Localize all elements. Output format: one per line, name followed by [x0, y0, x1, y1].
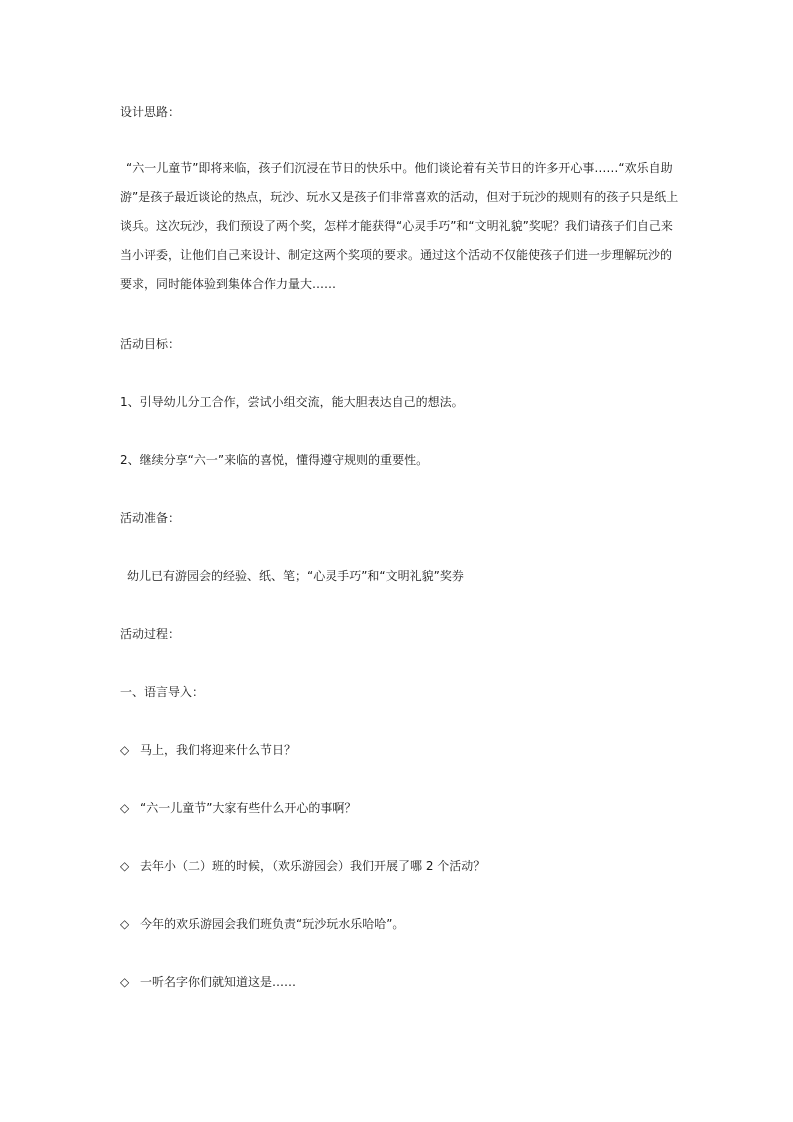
- step-1-heading: 一、语言导入：: [120, 685, 205, 699]
- goal-item-2: 2、继续分享“六一”来临的喜悦，懂得遵守规则的重要性。: [120, 453, 429, 467]
- diamond-bullet-icon: ◇: [120, 801, 130, 815]
- question-text: “六一儿童节”大家有些什么开心的事啊？: [140, 801, 357, 815]
- question-item: [120, 742, 296, 758]
- question-item: [120, 916, 404, 932]
- design-heading: 设计思路：: [120, 105, 181, 119]
- diamond-bullet-icon: ◇: [120, 975, 130, 989]
- question-item: [120, 974, 296, 990]
- question-text: 一听名字你们就知道这是……: [140, 975, 297, 989]
- prep-text: 幼儿已有游园会的经验、纸、笔；“心灵手巧”和“文明礼貌”奖券: [127, 569, 464, 583]
- process-heading: 活动过程：: [120, 627, 181, 641]
- goals-heading: 活动目标：: [120, 337, 181, 351]
- diamond-bullet-icon: ◇: [120, 859, 130, 873]
- question-item: [120, 800, 356, 816]
- question-text: 今年的欢乐游园会我们班负责“玩沙玩水乐哈哈”。: [140, 917, 405, 931]
- design-paragraph: “六一儿童节”即将来临，孩子们沉浸在节日的快乐中。他们谈论着有关节日的许多开心事……“欢乐自助游”是孩子最近谈论的热点，玩沙、玩水又是孩子们非常喜欢的活动，但对于玩沙的规则有的孩子只是纸上谈兵。这次玩沙，我们预设了两个奖，怎样才能获得“心灵手巧”和“文明礼貌”奖呢？我们请孩子们自己来当小评委，让他们自己来设计、制定这两个奖项的要求。通过这个活动不仅能使孩子们进一步理解玩沙的要求，同时能体验到集体合作力量大……: [120, 161, 679, 291]
- diamond-bullet-icon: ◇: [120, 917, 130, 931]
- prep-heading: 活动准备：: [120, 511, 181, 525]
- question-text: 去年小（二）班的时候，（欢乐游园会）我们开展了哪 2 个活动？: [140, 859, 486, 873]
- question-text: 马上，我们将迎来什么节日？: [140, 743, 297, 757]
- goal-item-1: 1、引导幼儿分工合作，尝试小组交流，能大胆表达自己的想法。: [120, 395, 464, 409]
- diamond-bullet-icon: ◇: [120, 743, 130, 757]
- question-item: [120, 858, 485, 874]
